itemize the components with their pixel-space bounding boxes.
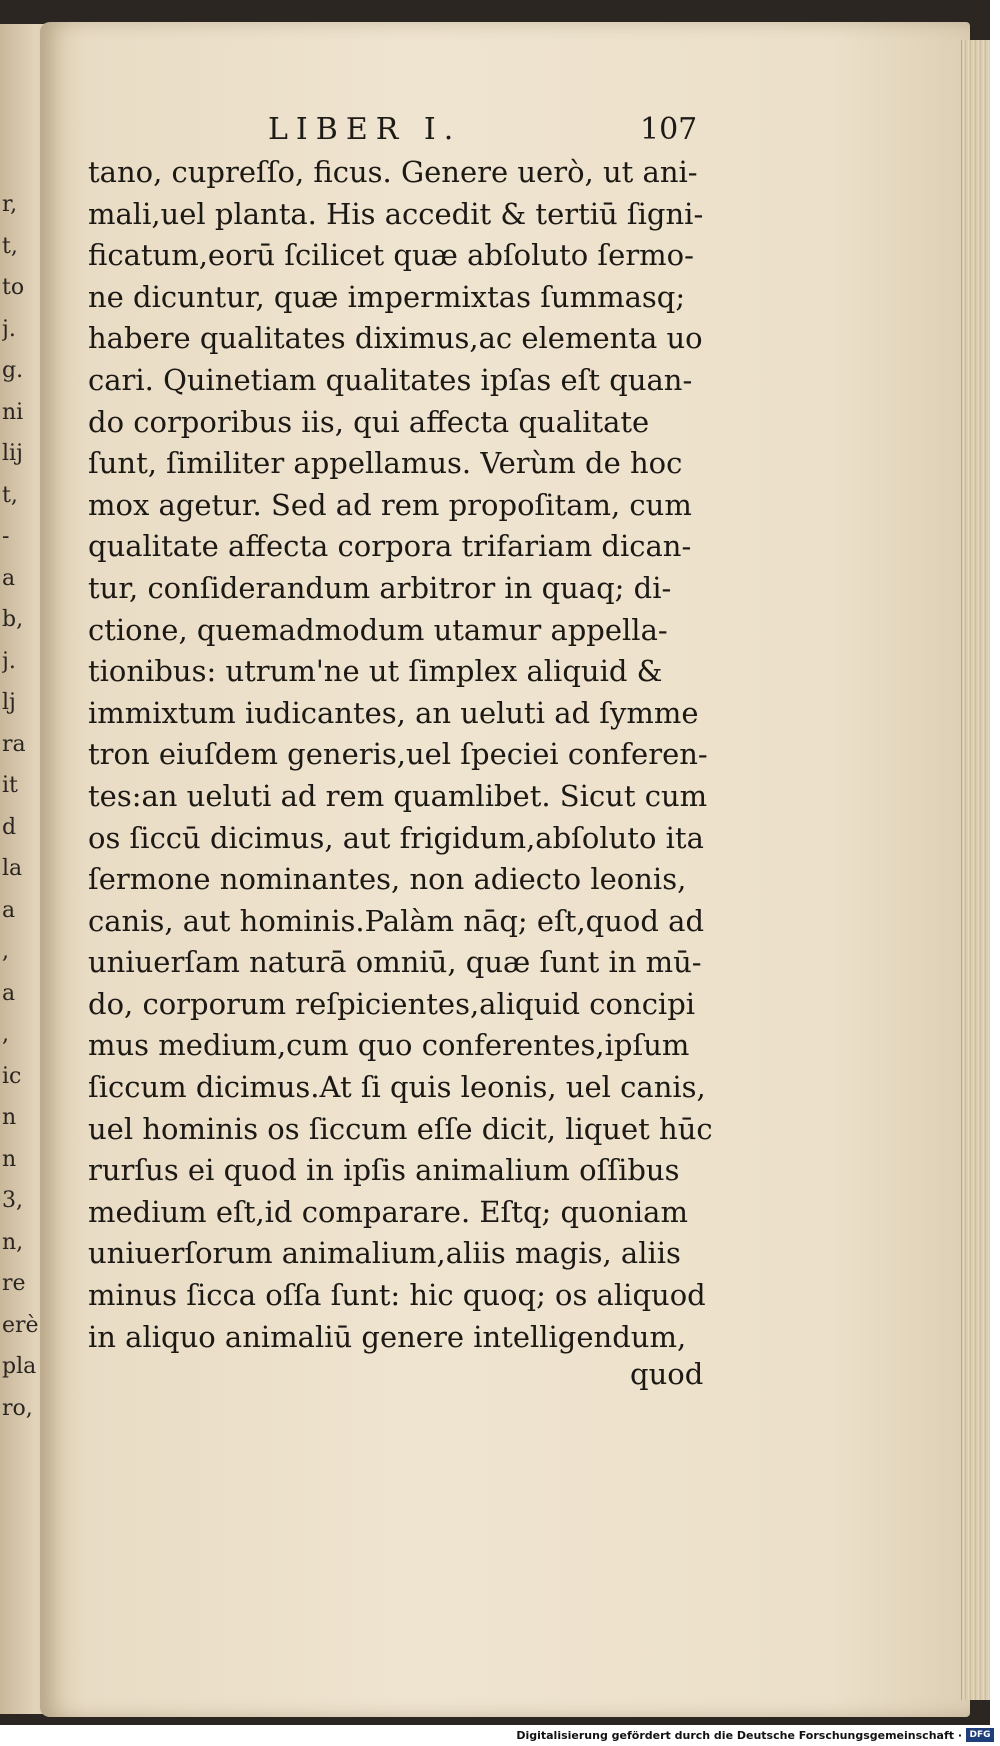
text-line: tur, conſiderandum arbitror in quaq; di- xyxy=(88,570,672,605)
text-line: os ſiccū dicimus, aut frigidum,abſoluto ita xyxy=(88,820,704,855)
body-text xyxy=(88,152,728,1358)
text-line: mox agetur. Sed ad rem propoſitam, cum xyxy=(88,487,692,522)
text-line: medium eſt,id comparare. Eſtq; quoniam xyxy=(88,1194,688,1229)
text-line: qualitate affecta corpora trifariam dican- xyxy=(88,529,692,564)
text-line: in aliquo animaliū genere intelligendum, xyxy=(88,1319,687,1354)
text-line: ficatum,eorū ſcilicet quæ abſoluto ſermo- xyxy=(88,238,694,273)
text-line: tes:an ueluti ad rem quamlibet. Sicut cum xyxy=(88,778,708,813)
page-number: 107 xyxy=(640,112,698,147)
text-line: minus ſicca oſſa ſunt: hic quoq; os aliquod xyxy=(88,1278,706,1313)
text-line: ſunt, ſimiliter appellamus. Verùm de hoc xyxy=(88,446,683,481)
text-line: ſermone nominantes, non adiecto leonis, xyxy=(88,862,687,897)
text-line: uel hominis os ſiccum eſſe dicit, liquet hūc xyxy=(88,1111,713,1146)
text-line: tano, cupreſſo, ficus. Genere uerò, ut ani- xyxy=(88,155,698,189)
text-line: mali,uel planta. His accedit & tertiū ſigni- xyxy=(88,196,704,231)
text-line: mus medium,cum quo conferentes,ipſum xyxy=(88,1028,690,1063)
text-line: cari. Quinetiam qualitates ipſas eſt quan- xyxy=(88,362,693,397)
text-line: do, corporum reſpicientes,aliquid concipi xyxy=(88,986,696,1021)
catchword: quod xyxy=(630,1357,704,1391)
text-line: habere qualitates diximus,ac elementa uo xyxy=(88,321,703,356)
text-line: uniuerſorum animalium,aliis magis, aliis xyxy=(88,1236,681,1271)
text-line: canis, aut hominis.Palàm nāq; eſt,quod ad xyxy=(88,903,705,938)
previous-page-margin-text: r, t, to j. g. ni lij t, - a b, j. lj ra it d la a , a , ic n n 3, n, re erè pla ro, xyxy=(2,192,39,1421)
running-head: LIBER I. xyxy=(268,112,462,147)
text-line: ne dicuntur, quæ impermixtas ſummasq; xyxy=(88,279,686,314)
text-line: tron eiuſdem generis,uel ſpeciei conferen- xyxy=(88,737,708,772)
text-line: tionibus: utrum'ne ut ſimplex aliquid & xyxy=(88,654,663,689)
text-line: ſiccum dicimus.At ſi quis leonis, uel canis, xyxy=(88,1070,706,1105)
page-stack-edges xyxy=(961,40,990,1700)
text-line: rurſus ei quod in ipſis animalium oſſibus xyxy=(88,1153,680,1188)
text-line: uniuerſam naturā omniū, quæ ſunt in mū- xyxy=(88,945,702,980)
text-line: ctione, quemadmodum utamur appella- xyxy=(88,612,668,647)
text-line: do corporibus iis, qui affecta qualitate xyxy=(88,404,650,439)
digitization-credit: Digitalisierung gefördert durch die Deutsche Forschungsgemeinschaft · xyxy=(516,1729,962,1742)
text-line: immixtum iudicantes, an ueluti ad ſymme xyxy=(88,695,699,730)
dfg-logo: DFG xyxy=(966,1728,994,1742)
